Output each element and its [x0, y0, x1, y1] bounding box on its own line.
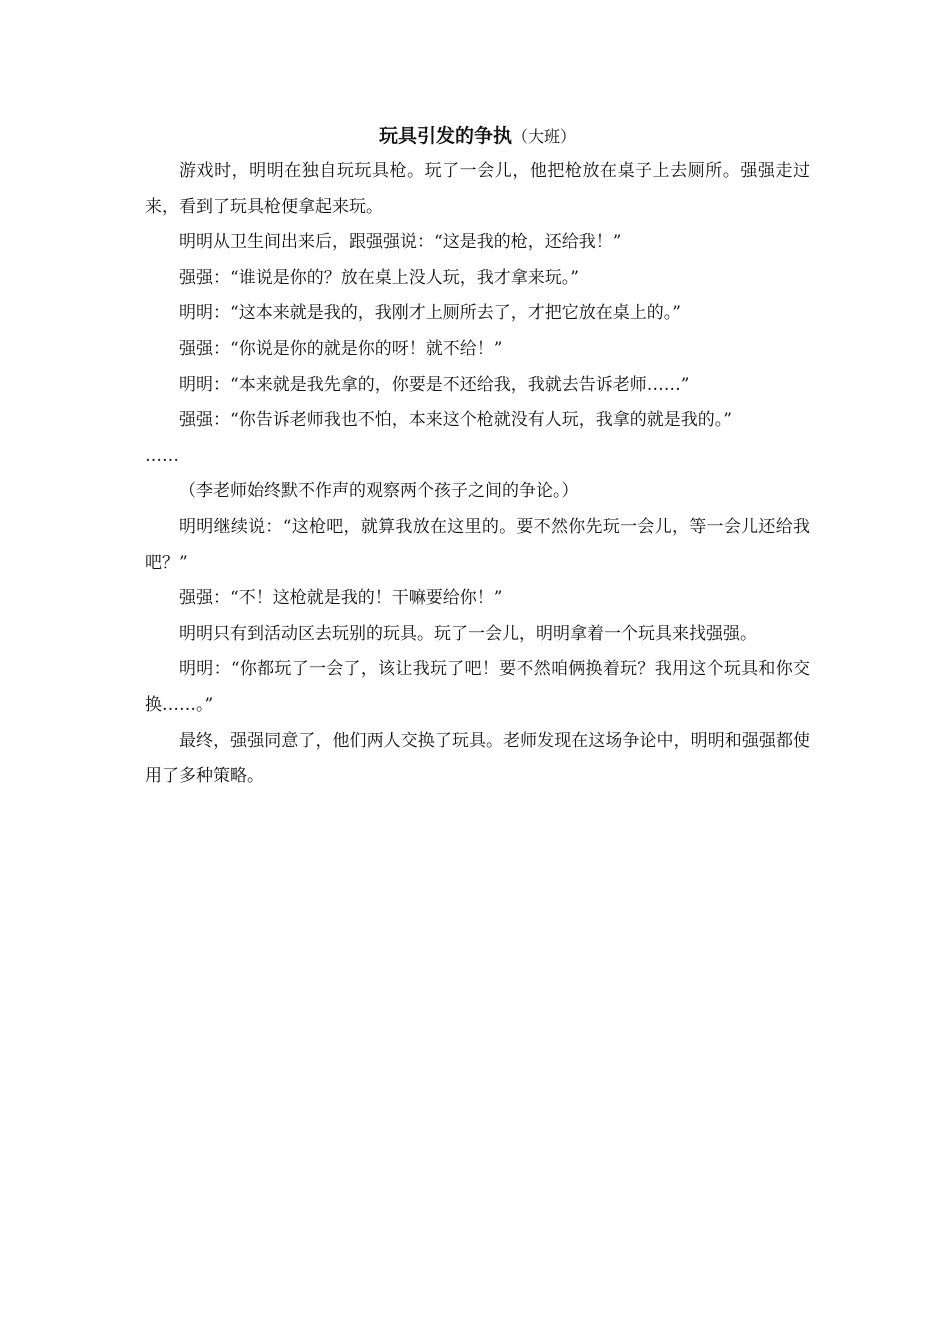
- ellipsis-line: ……: [145, 445, 179, 466]
- paragraph-1: 游戏时，明明在独自玩玩具枪。玩了一会儿，他把枪放在桌子上去厕所。强强走过来，看到了玩具枪便拿起来玩。: [145, 161, 810, 217]
- paragraph-11: 强强：“不！这枪就是我的！干嘛要给你！”: [179, 588, 503, 609]
- paragraph-teacher-note: （李老师始终默不作声的观察两个孩子之间的争论。）: [179, 481, 579, 502]
- paragraph-14: 最终，强强同意了，他们两人交换了玩具。老师发现在这场争论中，明明和强强都使用了多种策略。: [145, 730, 810, 787]
- title-text: 玩具引发的争执: [378, 125, 512, 147]
- paragraph-4: 明明：“这本来就是我的，我刚才上厕所去了，才把它放在桌上的。”: [179, 303, 681, 324]
- paragraph-7: 强强：“你告诉老师我也不怕，本来这个枪就没有人玩，我拿的就是我的。”: [179, 410, 732, 431]
- paragraph-13: 明明：“你都玩了一会了，该让我玩了吧！要不然咱俩换着玩？我用这个玩具和你交换……。”: [145, 659, 810, 715]
- paragraph-12: 明明只有到活动区去玩别的玩具。玩了一会儿，明明拿着一个玩具来找强强。: [179, 623, 757, 644]
- paragraph-2: 明明从卫生间出来后，跟强强说：“这是我的枪，还给我！”: [179, 232, 622, 253]
- paragraph-5: 强强：“你说是你的就是你的呀！就不给！”: [179, 338, 503, 359]
- document-title: [145, 118, 810, 154]
- document-page: [145, 118, 810, 795]
- paragraph-10: 明明继续说：“这枪吧，就算我放在这里的。要不然你先玩一会儿，等一会儿还给我吧？”: [145, 516, 810, 573]
- title-suffix: （大班）: [512, 127, 577, 146]
- paragraph-3: 强强：“谁说是你的？放在桌上没人玩，我才拿来玩。”: [179, 267, 579, 288]
- paragraph-6: 明明：“本来就是我先拿的，你要是不还给我，我就去告诉老师……”: [179, 374, 690, 395]
